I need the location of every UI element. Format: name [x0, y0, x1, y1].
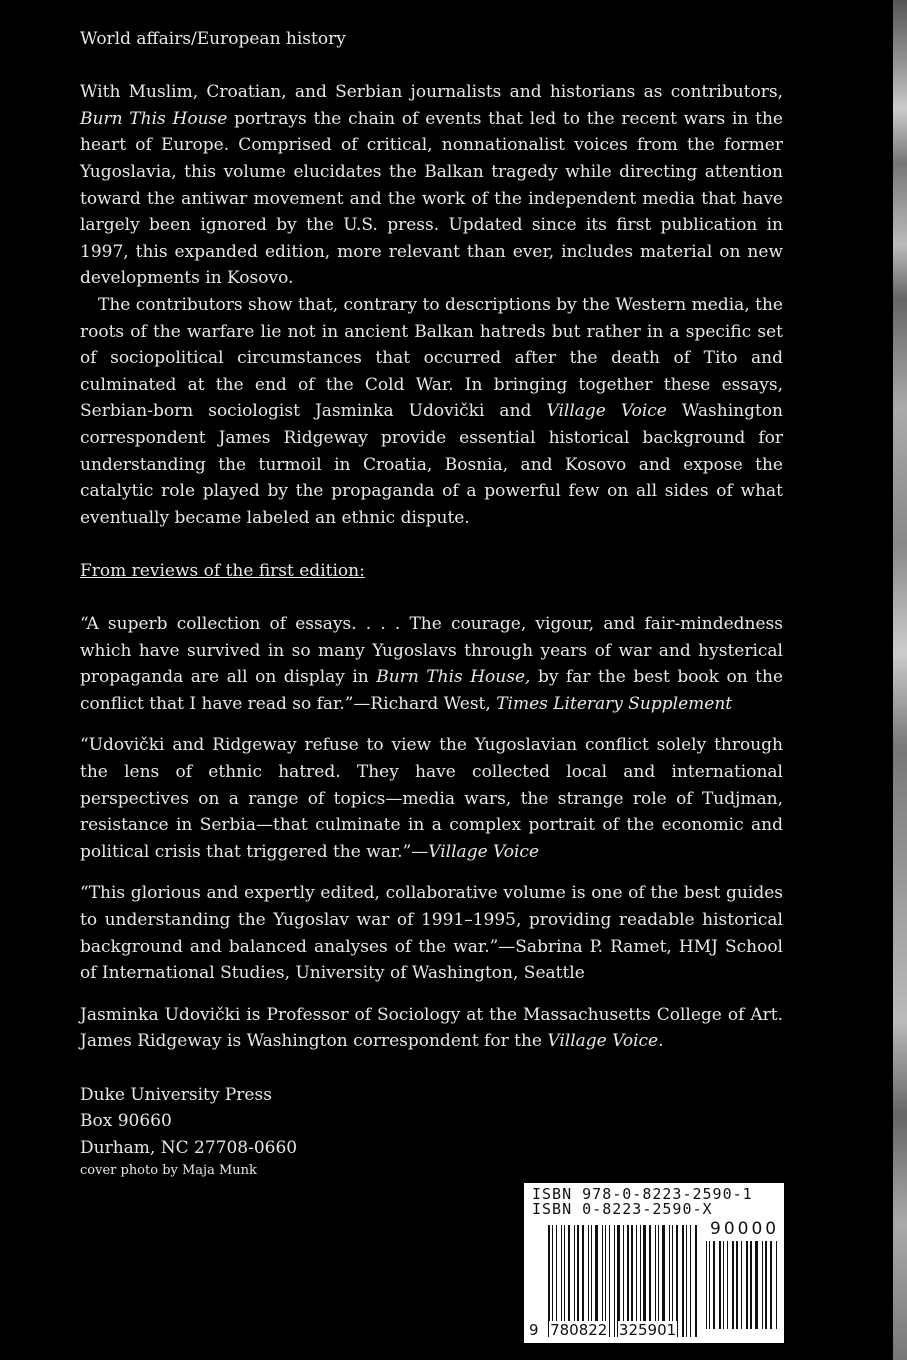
barcode-bar: [750, 1241, 752, 1329]
text: “Udovički and Ridgeway refuse to view the Yugoslavian conflict solely through the lens of ethnic hatred. They have collected local and international perspectives on a range of topics—media wars, the strange role of Tudjman, resistance in Serbia—that culminate in a complex portrait of the economic and political crisis that triggered the war.”—: [80, 735, 783, 862]
barcode-bar: [706, 1241, 707, 1329]
ean-first: 9: [529, 1321, 539, 1339]
back-cover-text: [80, 26, 783, 1181]
barcode-bar: [755, 1241, 757, 1329]
publication-name: Times Literary Supplement: [496, 693, 733, 714]
addon-bars: [706, 1241, 778, 1329]
review-1: [80, 611, 783, 717]
barcode-bar: [732, 1241, 734, 1329]
publication-name: Village Voice: [546, 401, 667, 422]
publication-name: Village Voice: [428, 841, 540, 862]
photo-credit: cover photo by Maja Munk: [80, 1163, 257, 1179]
barcode-bar: [690, 1225, 691, 1337]
isbn-13: ISBN 978-0-8223-2590-1: [532, 1185, 753, 1203]
text: The contributors show that, contrary to descriptions by the Western media, the roots of the warfare lie not in ancient Balkan hatreds but rather in a specific set of sociopolitical circumstances that occurred after the death of Tito and culminated at the end of the Cold War. In bringing together these essays, Serbian-born sociologist Jasminka Udovički and: [80, 294, 783, 422]
barcode-bar: [719, 1241, 721, 1329]
ean-digits: [528, 1321, 677, 1339]
text: Jasminka Udovički is Professor of Sociology at the Massachusetts College of Art. James Ridgeway is Washington correspondent for the: [80, 1004, 783, 1052]
price-addon: 90000: [710, 1219, 780, 1239]
publisher-name: Duke University Press: [80, 1084, 272, 1105]
barcode-bar: [770, 1241, 772, 1329]
author-bio: [80, 1002, 783, 1055]
barcode-bar: [709, 1241, 710, 1329]
cover-photo-edge: [893, 0, 907, 1360]
publisher-address: [80, 1082, 783, 1162]
barcode-bar: [736, 1241, 738, 1329]
publisher-box: Box 90660: [80, 1111, 172, 1132]
book-title: Burn This House,: [376, 667, 531, 688]
barcode-bar: [682, 1225, 684, 1337]
barcode-bar: [713, 1241, 715, 1329]
text: With Muslim, Croatian, and Serbian journalists and historians as contributors,: [80, 82, 783, 103]
description-paragraph-2: [80, 292, 783, 531]
ean-right: 325901: [618, 1321, 677, 1339]
barcode-bar: [727, 1241, 728, 1329]
book-title: Burn This House: [80, 108, 228, 129]
text: by far the best book on the conflict that I have read so far.”—Richard West,: [80, 667, 783, 714]
review-3: “This glorious and expertly edited, collaborative volume is one of the best guides to understanding the Yugoslav war of 1991–1995, providing readable historical background and balanced analyses of the war.”—Sabrina P. Ramet, HMJ School of International Studies, University of Washington, Seattle: [80, 883, 783, 984]
review-2: [80, 732, 783, 865]
publisher-city: Durham, NC 27708-0660: [80, 1137, 298, 1158]
barcode-bar: [686, 1225, 687, 1337]
barcode-bar: [741, 1241, 743, 1329]
text: portrays the chain of events that led to the recent wars in the heart of Europe. Comprised of critical, nonnationalist voices from the former Yugoslavia, this volume elucidates the Balkan tragedy while directing attention toward the antiwar movement and the work of the independent media that have largely been ignored by the U.S. press. Updated since its first publication in 1997, this expanded edition, more relevant than ever, includes material on new developments in Kosovo.: [80, 108, 783, 289]
ean-left: 780822: [550, 1321, 608, 1339]
text: “A superb collection of essays. . . . The courage, vigour, and fair-mindedness which have survived in so many Yugoslavs through years of war and hysterical propaganda are all on display in: [80, 614, 783, 688]
barcode-bar: [776, 1241, 777, 1329]
barcode-bar: [723, 1241, 725, 1329]
isbn-10: ISBN 0-8223-2590-X: [532, 1200, 713, 1218]
text: Washington correspondent James Ridgeway provide essential historical background for understanding the turmoil in Croatia, Bosnia, and Kosovo and expose the catalytic role played by the propaganda of a powerful few on all sides of what eventually became labeled an ethnic dispute.: [80, 401, 783, 528]
isbn-barcode: [524, 1183, 784, 1343]
publication-name: Village Voice.: [547, 1031, 664, 1052]
category-label: World affairs/European history: [80, 29, 346, 49]
barcode-bar: [762, 1241, 764, 1329]
barcode-bar: [695, 1225, 697, 1337]
reviews-heading: From reviews of the first edition:: [80, 560, 365, 581]
barcode-bar: [746, 1241, 748, 1329]
description-paragraph-1: [80, 79, 783, 292]
barcode-bar: [765, 1241, 767, 1329]
